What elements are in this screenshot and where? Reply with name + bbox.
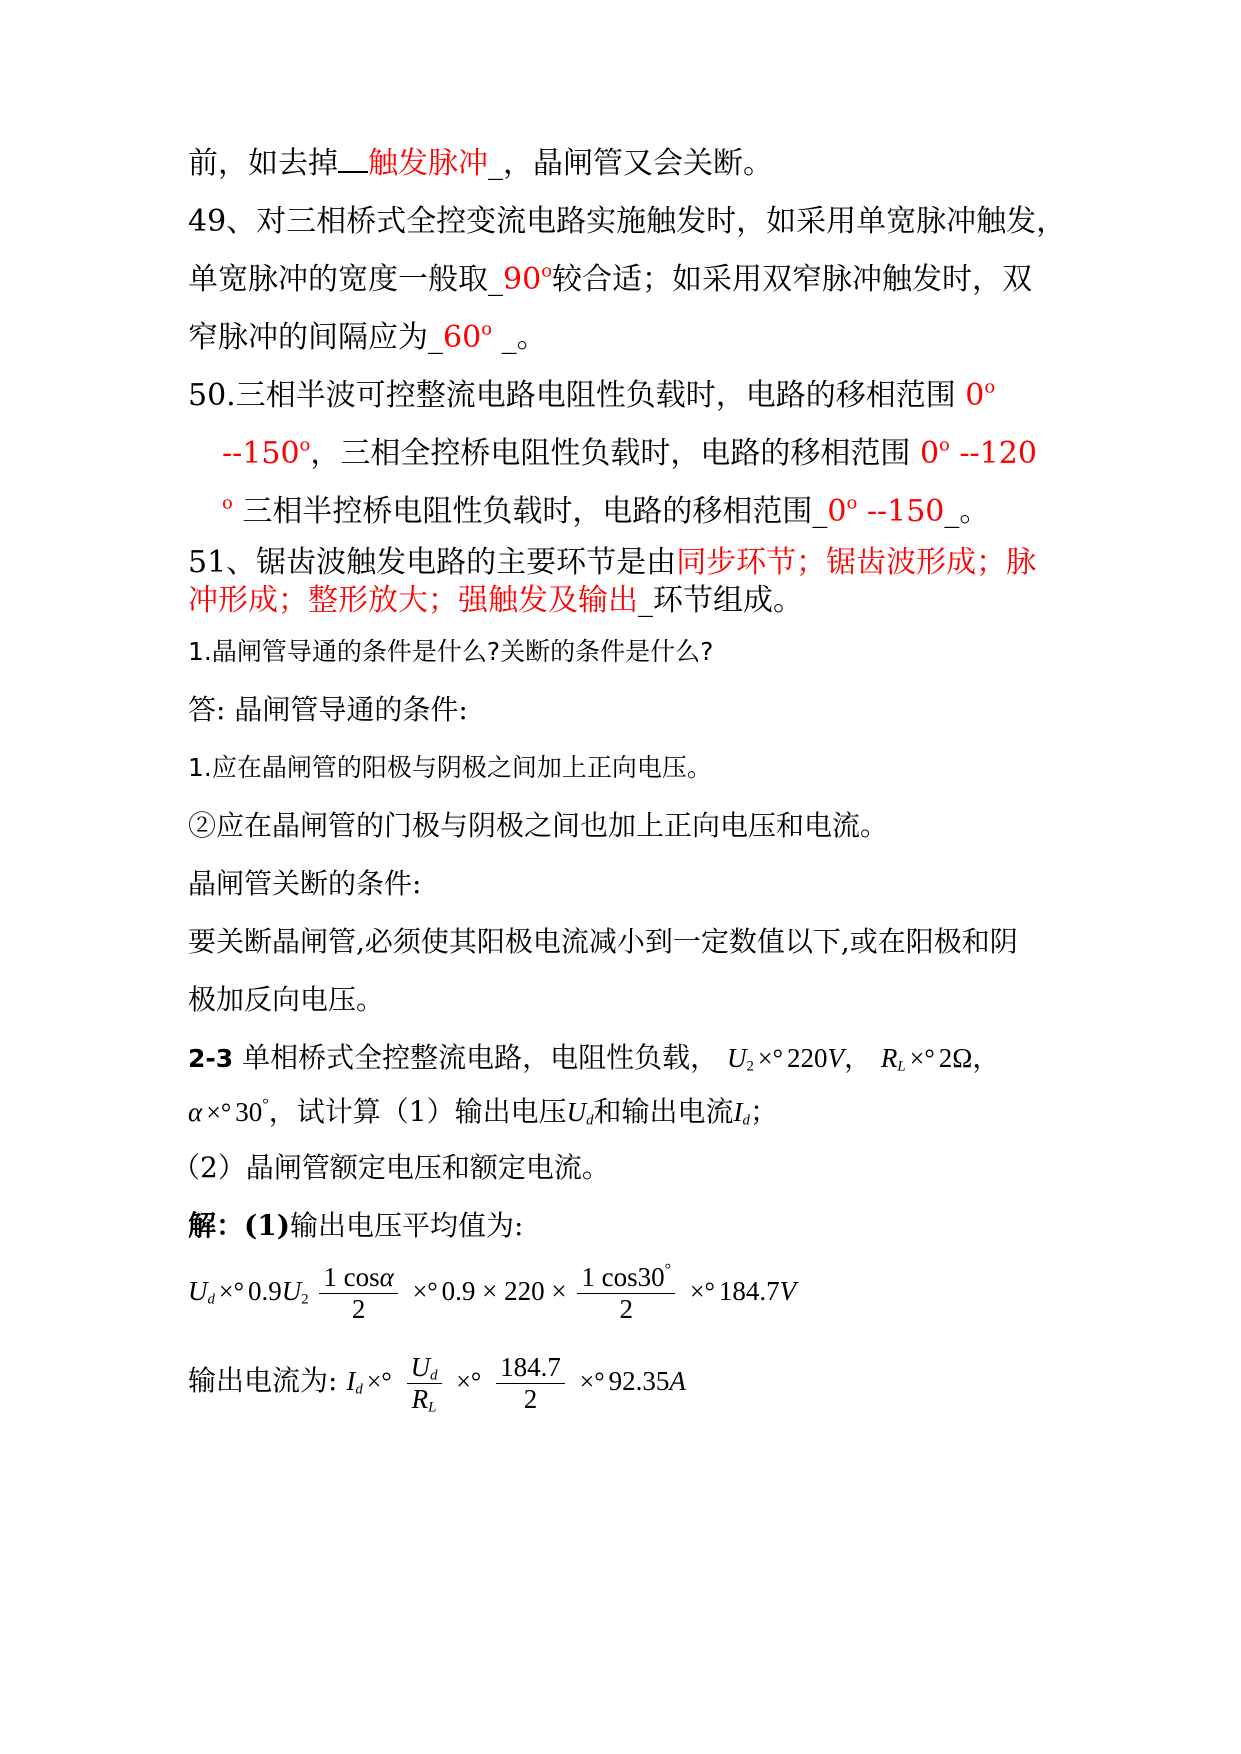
- solution-text: 输出电压平均值为:: [289, 1209, 524, 1242]
- line-text: 单宽脉冲的宽度一般取: [188, 262, 488, 297]
- answer-text: --150$^o$: [222, 434, 311, 471]
- problem-text: （2）晶闸管额定电压和额定电流。: [172, 1151, 610, 1184]
- text-line: [222, 436, 1037, 472]
- blank-underline: _: [638, 583, 653, 618]
- line-text: 前，如去掉: [188, 146, 338, 181]
- blank-underline: _: [488, 262, 503, 297]
- line-text: 50.三相半波可控整流电路电阻性负载时，电路的移相范围: [188, 378, 966, 413]
- blank-underline: [338, 171, 368, 173]
- text-line: [188, 545, 1036, 581]
- blank-underline: _: [428, 320, 443, 355]
- answer-line: [188, 982, 384, 1018]
- fraction: $\frac{184.7}{2}$: [496, 1352, 565, 1415]
- answer-line: [188, 924, 1018, 960]
- problem-line: [188, 1094, 778, 1131]
- text-line: [222, 494, 989, 530]
- text-line: [188, 262, 1032, 298]
- solution-label: 解：(1): [188, 1209, 290, 1242]
- punct: ，: [268, 1095, 297, 1128]
- answer-text: 90$^o$: [503, 260, 553, 297]
- answer-line: [188, 692, 468, 728]
- line-text: 环节组成。: [653, 583, 803, 618]
- fraction: $\frac{U_d}{R_L}$: [407, 1352, 442, 1415]
- punct: ，: [972, 1041, 1001, 1074]
- answer-text: o: [222, 492, 233, 514]
- blank-underline: _: [944, 494, 960, 529]
- answer-heading: 答: 晶闸管导通的条件:: [188, 693, 468, 726]
- question-line: [188, 634, 713, 670]
- text-line: [188, 583, 803, 619]
- formula-rl: $R_L$ ×° 2Ω: [880, 1043, 973, 1075]
- answer-text: 0$^o$ --120: [919, 434, 1037, 471]
- answer-line: [188, 750, 712, 786]
- line-text: 51、锯齿波触发电路的主要环节是由: [188, 545, 677, 580]
- text-line: [188, 378, 995, 414]
- answer-text: 同步环节；锯齿波形成；脉: [676, 545, 1037, 580]
- text-line: [188, 320, 547, 356]
- blank-underline: _: [488, 146, 503, 181]
- line-text: _。: [492, 320, 547, 355]
- line-text: 三相半控桥电阻性负载时，电路的移相范围: [232, 494, 813, 529]
- formula-u2: $U_2$ ×° 220V: [726, 1043, 844, 1075]
- fraction: $\frac{1 \cos\alpha}{2}$: [319, 1262, 397, 1325]
- answer-heading: 晶闸管关断的条件:: [188, 867, 422, 900]
- line-text: ，三相全控桥电阻性负载时，电路的移相范围: [310, 436, 920, 471]
- line-text: 49、对三相桥式全控变流电路实施触发时，如采用单宽脉冲触发，: [188, 204, 1067, 239]
- answer-text: 0$^o$ --150: [827, 492, 945, 529]
- problem-line: [188, 1040, 1000, 1077]
- problem-number: 2-3: [188, 1044, 234, 1073]
- symbol-ud: $U_d$: [566, 1097, 594, 1129]
- fraction: $\frac{1 \cos 30^\circ}{2}$: [577, 1262, 675, 1325]
- answer-line: [188, 808, 888, 844]
- answer-text: ②应在晶闸管的门极与阴极之间也加上正向电压和电流。: [188, 809, 889, 842]
- equation-ud: $U_d$ ×° $0.9U_2$ $\frac{1 \cos\alpha}{2}$ ×° 0.9 × 220 × $\frac{1 \cos 30^\circ}{2}$ ×° 184.7V: [188, 1260, 797, 1325]
- problem-text: 和输出电流: [593, 1095, 734, 1128]
- punct: ；: [749, 1095, 778, 1128]
- answer-text: 要关断晶闸管,必须使其阳极电流减小到一定数值以下,或在阳极和阴: [188, 925, 1018, 958]
- text-line: [188, 146, 773, 182]
- problem-text: 单相桥式全控整流电路，电阻性负载，: [233, 1041, 719, 1074]
- formula-alpha: α ×° 30°: [188, 1095, 269, 1127]
- line-text: ，晶闸管又会关断。: [503, 146, 773, 181]
- question-text: 1.晶闸管导通的条件是什么?关断的条件是什么?: [188, 637, 714, 666]
- answer-text: 0$^o$: [965, 376, 996, 413]
- line-text: 较合适；如采用双窄脉冲触发时，双: [552, 262, 1033, 297]
- answer-text: 冲形成；整形放大；强触发及输出: [188, 583, 638, 618]
- symbol-id: $I_d$: [733, 1097, 750, 1129]
- answer-text: 触发脉冲: [368, 146, 488, 181]
- equation-label: 输出电流为:: [188, 1363, 338, 1397]
- equation-id: 输出电流为: $I_d$ ×° $\frac{U_d}{R_L}$ ×° $\frac{184.7}{2}$ ×° 92.35A: [188, 1352, 686, 1416]
- answer-text: 1.应在晶闸管的阳极与阴极之间加上正向电压。: [188, 753, 712, 782]
- blank-underline: _: [812, 494, 828, 529]
- line-text: 。: [959, 494, 990, 529]
- punct: ，: [843, 1041, 872, 1074]
- solution-heading: [188, 1208, 523, 1244]
- problem-text: 试计算（1）输出电压: [296, 1095, 567, 1128]
- line-text: 窄脉冲的间隔应为: [188, 320, 428, 355]
- problem-line: [172, 1150, 610, 1186]
- answer-text: 极加反向电压。: [188, 983, 385, 1016]
- answer-text: 60$^o$: [443, 318, 493, 355]
- answer-line: [188, 866, 421, 902]
- text-line: [188, 204, 1066, 240]
